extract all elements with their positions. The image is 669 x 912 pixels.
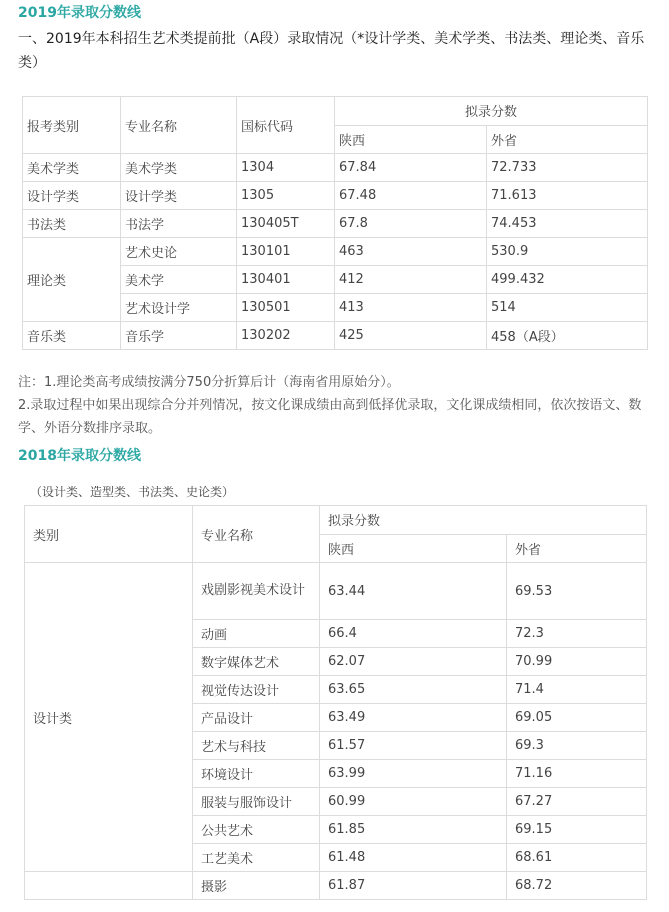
table-row bbox=[23, 210, 648, 238]
cell-shaanxi: 67.48 bbox=[335, 182, 487, 210]
cell-group bbox=[25, 872, 193, 900]
table-header-row bbox=[25, 506, 647, 535]
header-category: 报考类别 bbox=[23, 97, 121, 154]
cell-other: 69.53 bbox=[507, 563, 647, 620]
cell-other: 68.61 bbox=[507, 844, 647, 872]
cell-code: 1305 bbox=[237, 182, 335, 210]
cell-other: 70.99 bbox=[507, 648, 647, 676]
cell-major: 公共艺术 bbox=[193, 816, 320, 844]
cell-major: 动画 bbox=[193, 620, 320, 648]
header-major: 专业名称 bbox=[121, 97, 237, 154]
header-shaanxi: 陕西 bbox=[335, 125, 487, 154]
cell-other: 68.72 bbox=[507, 872, 647, 900]
cell-shaanxi: 413 bbox=[335, 294, 487, 322]
cell-code: 130501 bbox=[237, 294, 335, 322]
cell-shaanxi: 66.4 bbox=[320, 620, 507, 648]
cell-shaanxi: 67.8 bbox=[335, 210, 487, 238]
intro-2019: 一、2019年本科招生艺术类提前批（A段）录取情况（*设计学类、美术学类、书法类、理论类、音乐类） bbox=[18, 31, 645, 71]
table-row bbox=[23, 182, 648, 210]
cell-major: 设计学类 bbox=[121, 182, 237, 210]
cell-major: 美术学 bbox=[121, 266, 237, 294]
notes-2019 bbox=[18, 371, 663, 440]
header-score: 拟录分数 bbox=[320, 506, 647, 535]
subnote-2018: （设计类、造型类、书法类、史论类） bbox=[30, 485, 235, 499]
cell-major: 环境设计 bbox=[193, 760, 320, 788]
cell-other: 514 bbox=[487, 294, 648, 322]
cell-major: 书法学 bbox=[121, 210, 237, 238]
note-2: 2.录取过程中如果出现综合分并列情况，按文化课成绩由高到低择优录取，文化课成绩相同，依次按语文、数学、外语分数排序录取。 bbox=[18, 398, 642, 436]
cell-major: 戏剧影视美术设计 bbox=[193, 563, 320, 620]
cell-other: 530.9 bbox=[487, 238, 648, 266]
title-2018: 2018年录取分数线 bbox=[18, 448, 141, 464]
cell-group: 设计类 bbox=[25, 563, 193, 872]
cell-major: 艺术设计学 bbox=[121, 294, 237, 322]
cell-other: 72.3 bbox=[507, 620, 647, 648]
cell-major: 艺术史论 bbox=[121, 238, 237, 266]
cell-other: 72.733 bbox=[487, 154, 648, 182]
cell-shaanxi: 63.99 bbox=[320, 760, 507, 788]
cell-other: 74.453 bbox=[487, 210, 648, 238]
cell-shaanxi: 63.44 bbox=[320, 563, 507, 620]
cell-code: 130401 bbox=[237, 266, 335, 294]
table-row bbox=[25, 872, 647, 900]
table-row bbox=[25, 563, 647, 620]
cell-shaanxi: 61.85 bbox=[320, 816, 507, 844]
table-row bbox=[23, 322, 648, 350]
cell-other: 71.16 bbox=[507, 760, 647, 788]
cell-shaanxi: 61.87 bbox=[320, 872, 507, 900]
cell-code: 130405T bbox=[237, 210, 335, 238]
header-score: 拟录分数 bbox=[335, 97, 648, 126]
cell-major: 视觉传达设计 bbox=[193, 676, 320, 704]
cell-major: 音乐学 bbox=[121, 322, 237, 350]
cell-major: 艺术与科技 bbox=[193, 732, 320, 760]
cell-other: 499.432 bbox=[487, 266, 648, 294]
cell-other: 458（A段） bbox=[487, 322, 648, 350]
cell-category: 美术学类 bbox=[23, 154, 121, 182]
cell-other: 67.27 bbox=[507, 788, 647, 816]
header-other: 外省 bbox=[487, 125, 648, 154]
cell-major: 工艺美术 bbox=[193, 844, 320, 872]
cell-major: 摄影 bbox=[193, 872, 320, 900]
cell-other: 69.15 bbox=[507, 816, 647, 844]
table-row bbox=[23, 238, 648, 266]
admission-table-2018 bbox=[24, 505, 647, 900]
table-header-row bbox=[23, 97, 648, 126]
cell-category: 理论类 bbox=[23, 238, 121, 322]
cell-major: 数字媒体艺术 bbox=[193, 648, 320, 676]
table-row bbox=[23, 154, 648, 182]
cell-code: 130202 bbox=[237, 322, 335, 350]
cell-shaanxi: 61.48 bbox=[320, 844, 507, 872]
header-major: 专业名称 bbox=[193, 506, 320, 563]
cell-other: 71.613 bbox=[487, 182, 648, 210]
cell-category: 书法类 bbox=[23, 210, 121, 238]
cell-code: 130101 bbox=[237, 238, 335, 266]
cell-major: 产品设计 bbox=[193, 704, 320, 732]
cell-major: 美术学类 bbox=[121, 154, 237, 182]
admission-table-2019 bbox=[22, 96, 648, 350]
cell-shaanxi: 63.65 bbox=[320, 676, 507, 704]
cell-major: 服装与服饰设计 bbox=[193, 788, 320, 816]
cell-category: 设计学类 bbox=[23, 182, 121, 210]
note-1: 注：1.理论类高考成绩按满分750分折算后计（海南省用原始分）。 bbox=[18, 375, 400, 390]
cell-shaanxi: 463 bbox=[335, 238, 487, 266]
title-2019: 2019年录取分数线 bbox=[18, 5, 141, 21]
cell-category: 音乐类 bbox=[23, 322, 121, 350]
header-other: 外省 bbox=[507, 534, 647, 563]
cell-shaanxi: 60.99 bbox=[320, 788, 507, 816]
header-category: 类别 bbox=[25, 506, 193, 563]
header-code: 国标代码 bbox=[237, 97, 335, 154]
cell-shaanxi: 63.49 bbox=[320, 704, 507, 732]
cell-shaanxi: 412 bbox=[335, 266, 487, 294]
cell-other: 69.05 bbox=[507, 704, 647, 732]
cell-shaanxi: 425 bbox=[335, 322, 487, 350]
cell-shaanxi: 67.84 bbox=[335, 154, 487, 182]
cell-shaanxi: 61.57 bbox=[320, 732, 507, 760]
header-shaanxi: 陕西 bbox=[320, 534, 507, 563]
cell-code: 1304 bbox=[237, 154, 335, 182]
cell-other: 71.4 bbox=[507, 676, 647, 704]
cell-other: 69.3 bbox=[507, 732, 647, 760]
cell-shaanxi: 62.07 bbox=[320, 648, 507, 676]
